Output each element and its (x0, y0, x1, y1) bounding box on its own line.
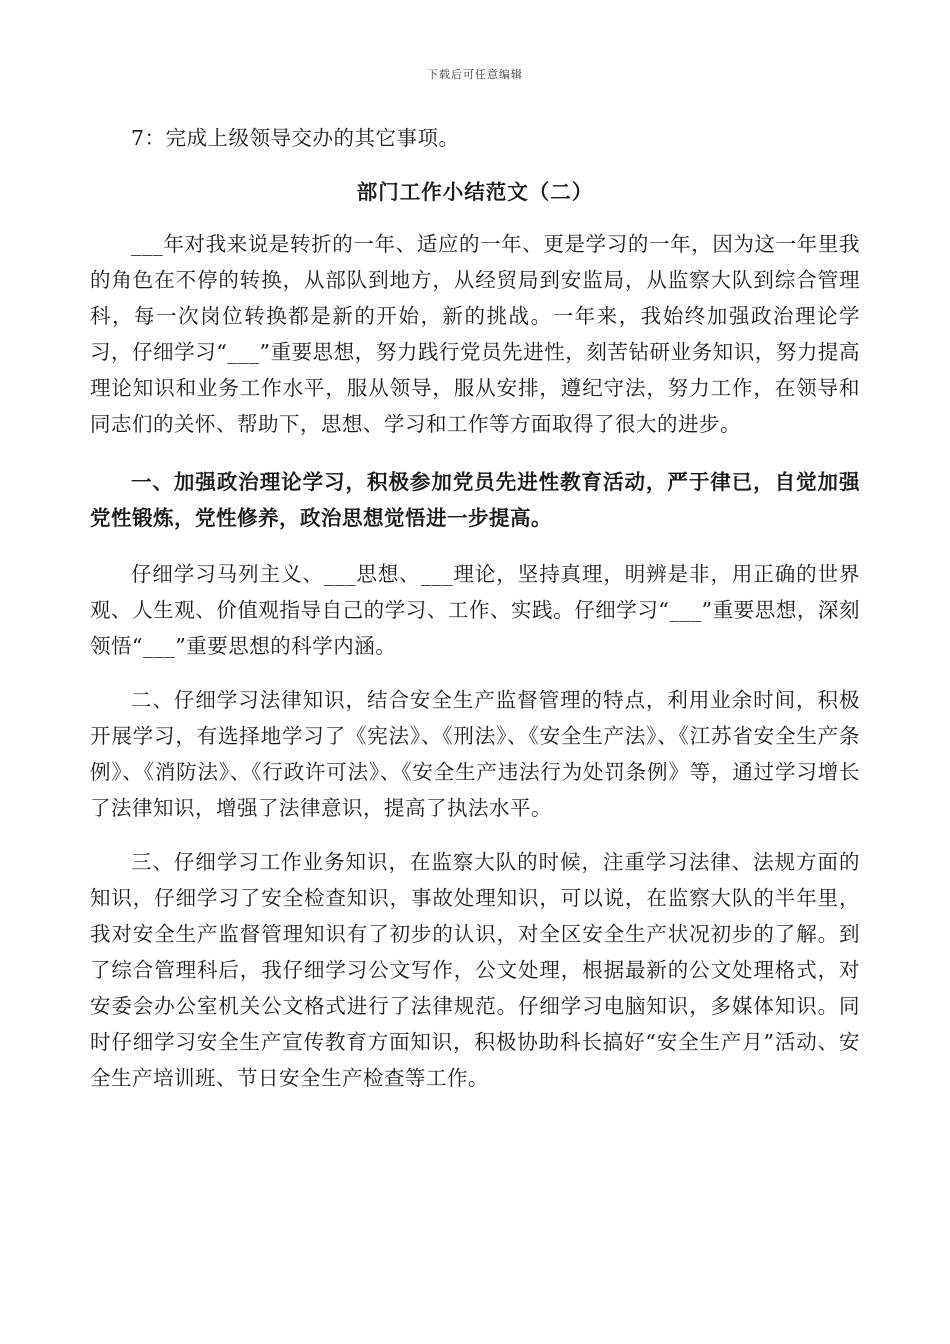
header-note: 下载后可任意编辑 (427, 68, 523, 81)
document-body (90, 120, 860, 1096)
section-3-paragraph: 三、仔细学习工作业务知识，在监察大队的时候，注重学习法律、法规方面的知识，仔细学习了安全检查知识，事故处理知识，可以说，在监察大队的半年里，我对安全生产监督管理知识有了初步的认识，对全区安全生产状况初步的了解。到了综合管理科后，我仔细学习公文写作，公文处理，根据最新的公文处理格式，对安委会办公室机关公文格式进行了法律规范。仔细学习电脑知识，多媒体知识。同时仔细学习安全生产宣传教育方面知识，积极协助科长搞好“安全生产月”活动、安全生产培训班、节日安全生产检查等工作。 (90, 850, 860, 1090)
item-7-paragraph: 7：完成上级领导交办的其它事项。 (131, 126, 460, 150)
section-2-paragraph: 二、仔细学习法律知识，结合安全生产监督管理的特点，利用业余时间，积极开展学习，有选择地学习了《宪法》、《刑法》、《安全生产法》、《江苏省安全生产条例》、《消防法》、《行政许可法》、《安全生产违法行为处罚条例》等，通过学习增长了法律知识，增强了法律意识，提高了执法水平。 (90, 688, 860, 820)
section-1-heading: 一、加强政治理论学习，积极参加党员先进性教育活动，严于律已，自觉加强党性锻炼，党性修养，政治思想觉悟进一步提高。 (90, 470, 860, 530)
section-1-body: 仔细学习马列主义、___思想、___理论，坚持真理，明辨是非，用正确的世界观、人生观、价值观指导自己的学习、工作、实践。仔细学习“___”重要思想，深刻领悟“___”重要思想的科学内涵。 (90, 562, 860, 658)
intro-paragraph: ___年对我来说是转折的一年、适应的一年、更是学习的一年，因为这一年里我的角色在不停的转换，从部队到地方，从经贸局到安监局，从监察大队到综合管理科，每一次岗位转换都是新的开始，新的挑战。一年来，我始终加强政治理论学习，仔细学习“___”重要思想，努力践行党员先进性，刻苦钻研业务知识，努力提高理论知识和业务工作水平，服从领导，服从安排，遵纪守法，努力工作，在领导和同志们的关怀、帮助下，思想、学习和工作等方面取得了很大的进步。 (90, 232, 860, 436)
document-title: 部门工作小结范文（二） (356, 180, 594, 204)
